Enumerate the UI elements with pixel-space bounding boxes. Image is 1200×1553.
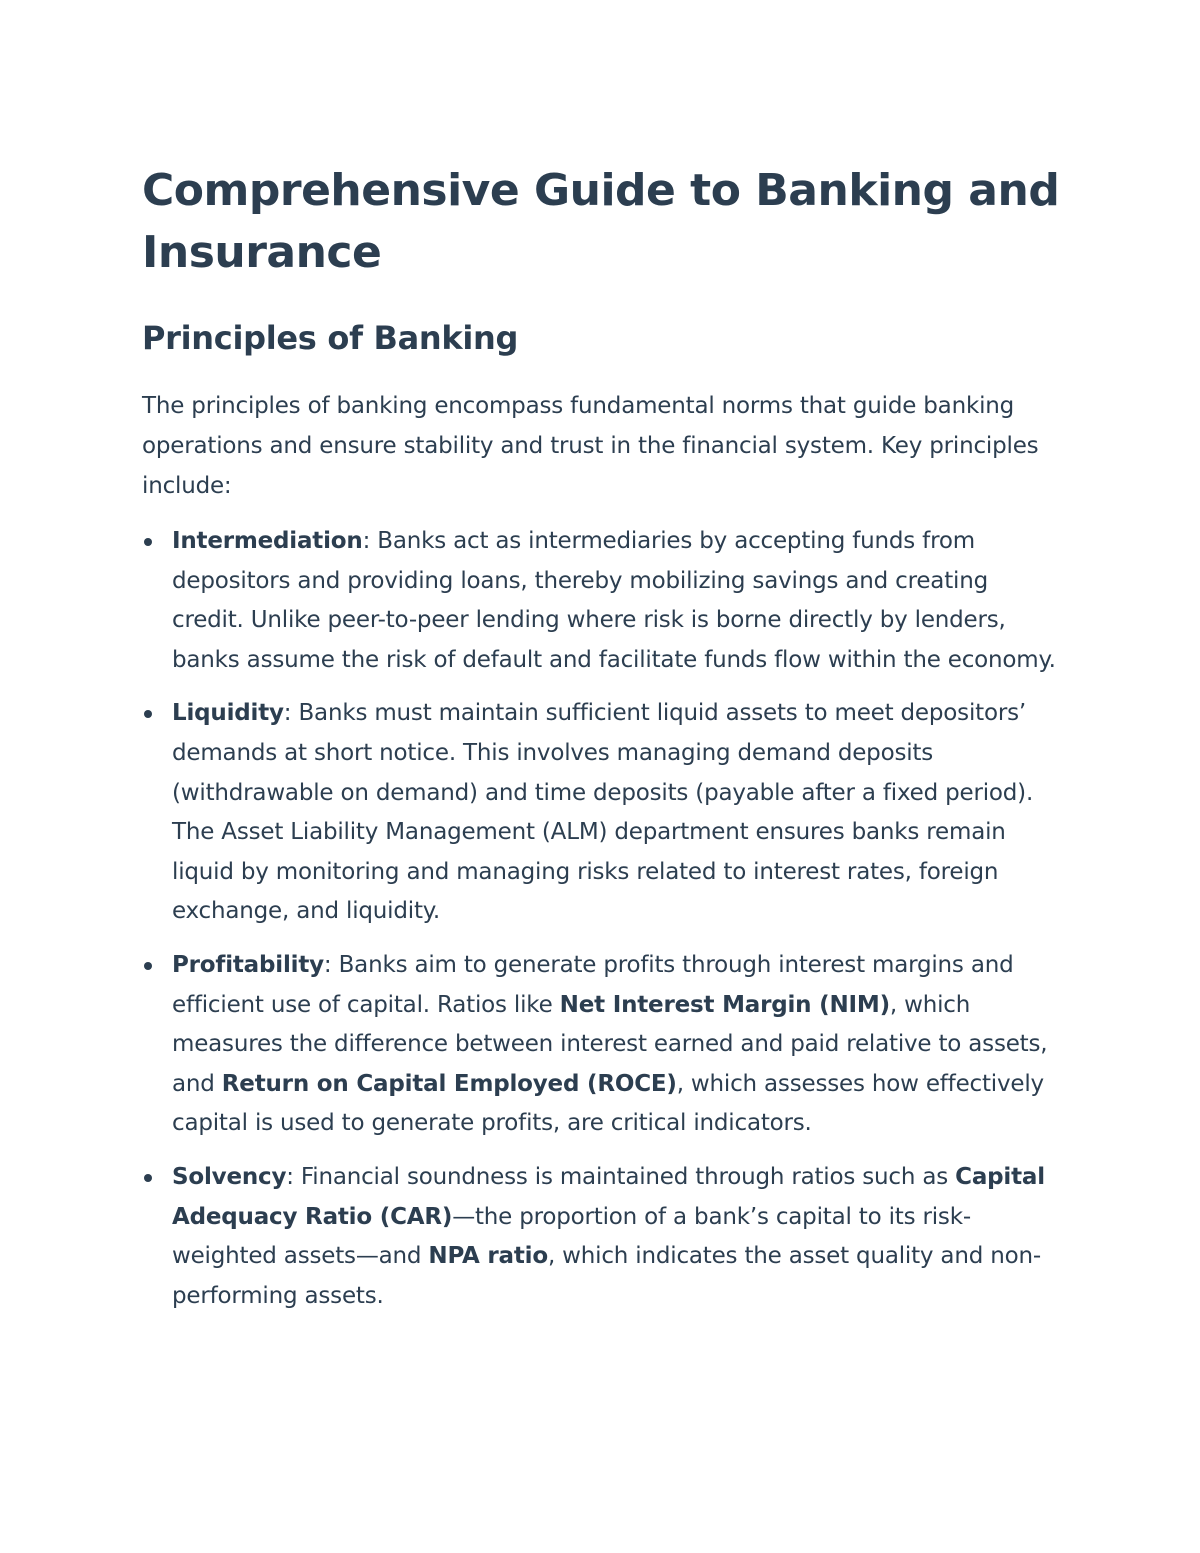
bullet-icon <box>144 538 152 546</box>
term-separator: : <box>362 528 378 554</box>
principles-list <box>142 522 1062 1316</box>
item-text: , which assesses how effectively capital is used to generate profits, are critical indicators. <box>172 1070 1044 1137</box>
term-separator: : <box>286 1163 301 1190</box>
item-text: —the proportion of a bank’s capital to its risk-weighted assets—and <box>172 1203 971 1270</box>
intro-paragraph: The principles of banking encompass fundamental norms that guide banking operations and ensure stability and trust in the financial system. Key principles include: <box>142 393 1039 499</box>
item-text: Banks act as intermediaries by accepting funds from depositors and providing loans, thereby mobilizing savings and creating credit. Unlike peer-to-peer lending where risk is borne directly by lenders, banks assume the risk of default and facilitate funds flow within the economy. <box>172 528 1056 673</box>
term-separator: : <box>323 951 339 978</box>
term-roce: Return on Capital Employed (ROCE) <box>221 1070 677 1097</box>
list-item-solvency <box>142 1158 1062 1316</box>
document-title: Comprehensive Guide to Banking and Insurance <box>142 165 1060 278</box>
list-item-intermediation <box>142 522 1062 680</box>
term-solvency: Solvency <box>172 1163 287 1190</box>
term-liquidity: Liquidity <box>172 700 284 727</box>
term-profitability: Profitability <box>172 951 324 978</box>
list-item-profitability <box>142 946 1062 1144</box>
bullet-icon <box>144 962 152 970</box>
document-page <box>142 160 1062 1330</box>
list-item-liquidity <box>142 694 1062 932</box>
term-npa-ratio: NPA ratio <box>428 1243 548 1270</box>
term-nim: Net Interest Margin (NIM) <box>559 991 890 1018</box>
item-text: Banks aim to generate profits through interest margins and efficient use of capital. Ratios like <box>172 951 1014 1018</box>
term-car: Capital Adequacy Ratio (CAR) <box>172 1163 1045 1230</box>
item-text: , which measures the difference between interest earned and paid relative to assets, and <box>172 991 1048 1097</box>
item-text: Banks must maintain sufficient liquid assets to meet depositors’ demands at short notice. This involves managing demand deposits (withdrawable on demand) and time deposits (payable after a fixed period). The Asset Liability Management (ALM) department ensures banks remain liquid by monitoring and managing risks related to interest rates, foreign exchange, and liquidity. <box>172 700 1034 925</box>
term-intermediation: Intermediation <box>172 528 363 554</box>
bullet-icon <box>144 1174 152 1182</box>
section-heading-principles-of-banking: Principles of Banking <box>142 319 519 357</box>
bullet-icon <box>144 710 152 718</box>
term-separator: : <box>283 700 299 727</box>
item-text: Financial soundness is maintained through ratios such as <box>300 1163 956 1190</box>
item-text: , which indicates the asset quality and non-performing assets. <box>172 1243 1041 1309</box>
